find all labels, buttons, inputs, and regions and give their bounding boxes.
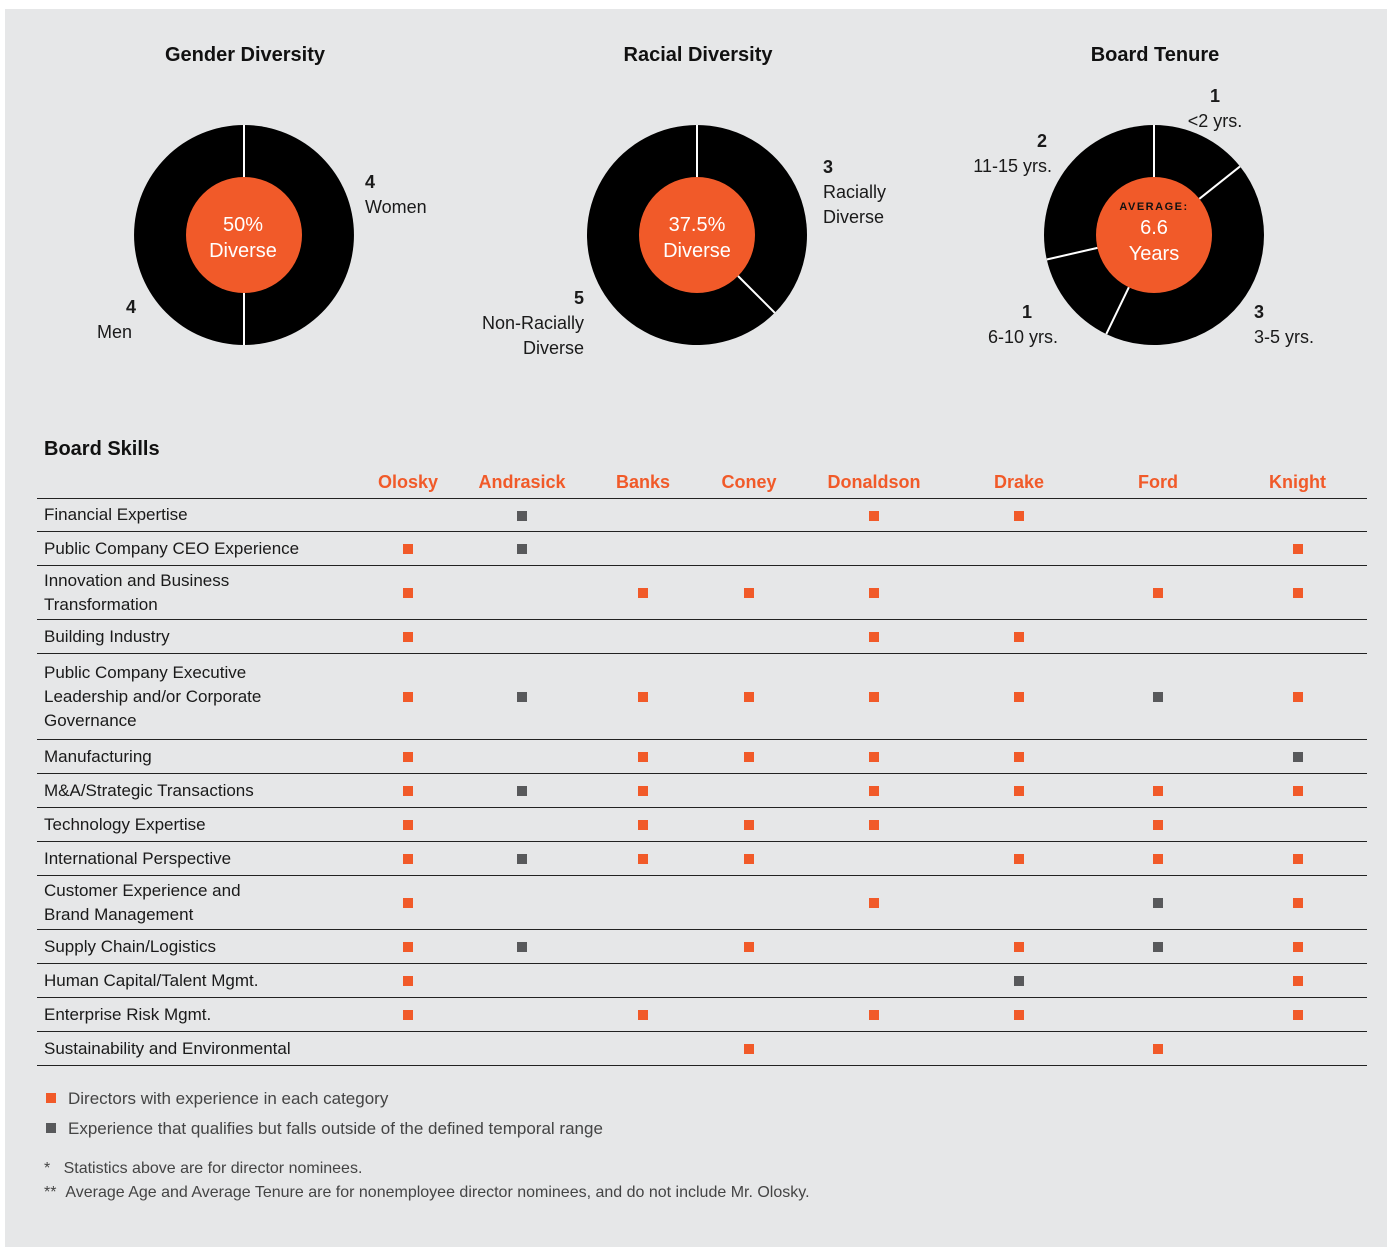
skill-label: Sustainability and Environmental [44,1038,291,1058]
skill-cell-coney [700,876,798,930]
gray-square-icon [1153,692,1163,702]
board-skills-table [37,466,1367,1066]
skill-cell-ford [1088,566,1228,620]
skill-name [37,740,358,774]
skill-cell-andrasick [458,998,586,1032]
gray-square-icon [1153,898,1163,908]
column-header-drake: Drake [993,471,1045,492]
skill-cell-banks [586,654,700,740]
men-count: 4 [126,297,137,317]
skill-row [37,930,1367,964]
orange-square-icon [869,511,879,521]
skill-cell-olosky [358,998,458,1032]
women-count: 4 [365,172,376,192]
skill-cell-donaldson [798,964,950,998]
board-skills-title: Board Skills [44,438,160,460]
gray-square-icon [517,692,527,702]
tenure-11-15-count: 2 [1036,131,1047,151]
column-header-knight: Knight [1269,471,1326,492]
skill-cell-knight [1228,532,1367,566]
skill-row [37,566,1367,620]
footnote-1-mark: * [44,1160,51,1177]
orange-square-icon [403,692,413,702]
orange-square-icon [1293,898,1303,908]
skill-name [37,1032,358,1066]
skill-cell-drake [950,930,1088,964]
footnote-2-mark: ** [44,1184,57,1201]
skill-cell-banks [586,876,700,930]
skill-cell-banks [586,532,700,566]
orange-square-icon [1014,511,1024,521]
skill-cell-andrasick [458,808,586,842]
skill-cell-drake [950,654,1088,740]
tenure-6-10-count: 1 [1021,302,1032,322]
orange-square-icon [1153,1044,1163,1054]
racial-diversity-title: Racial Diversity [623,44,773,66]
skill-name [37,808,358,842]
skill-cell-banks [586,566,700,620]
skill-cell-olosky [358,654,458,740]
skill-label: Supply Chain/Logistics [44,936,216,956]
skill-cell-ford [1088,876,1228,930]
skill-cell-banks [586,964,700,998]
column-header-coney: Coney [721,471,777,492]
tenure-average-unit: Years [1128,243,1180,265]
tenure-3-5-count: 3 [1254,302,1265,322]
column-header-andrasick: Andrasick [478,471,566,492]
skill-cell-drake [950,499,1088,532]
orange-square-icon [403,786,413,796]
skill-cell-drake [950,842,1088,876]
orange-square-icon [869,588,879,598]
skill-name [37,654,358,740]
skill-cell-knight [1228,1032,1367,1066]
skill-cell-coney [700,532,798,566]
skill-cell-drake [950,532,1088,566]
column-header-ford: Ford [1138,471,1178,492]
skill-row [37,774,1367,808]
column-header-banks: Banks [615,471,671,492]
racially-diverse-count: 3 [823,157,834,177]
orange-square-icon [1293,1010,1303,1020]
tenure-center-label [1094,199,1214,267]
footnote-1 [44,1160,362,1178]
skills-header-blank [37,466,358,499]
orange-square-icon [1293,786,1303,796]
skill-cell-knight [1228,998,1367,1032]
skill-cell-banks [586,930,700,964]
orange-square-icon [744,588,754,598]
footnote-2 [44,1184,810,1202]
skill-cell-drake [950,998,1088,1032]
legend-gray-text: Experience that qualifies but falls outside of the defined temporal range [68,1119,603,1138]
orange-square-icon [869,898,879,908]
skill-cell-coney [700,1032,798,1066]
skill-cell-coney [700,964,798,998]
skill-cell-donaldson [798,1032,950,1066]
orange-square-icon [638,588,648,598]
footnote-2-text: Average Age and Average Tenure are for nonemployee director nominees, and do not include Mr. Olosky. [65,1184,810,1201]
orange-square-icon [403,898,413,908]
skill-row [37,532,1367,566]
skill-row [37,808,1367,842]
orange-square-icon [744,692,754,702]
orange-square-icon [869,786,879,796]
orange-square-icon [1153,588,1163,598]
women-label [365,170,427,220]
skill-cell-andrasick [458,1032,586,1066]
skill-cell-ford [1088,654,1228,740]
skill-name [37,532,358,566]
orange-square-icon [744,820,754,830]
skill-cell-olosky [358,499,458,532]
skill-cell-ford [1088,740,1228,774]
skill-cell-coney [700,566,798,620]
orange-square-icon [638,1010,648,1020]
skill-cell-olosky [358,620,458,654]
skill-cell-ford [1088,964,1228,998]
orange-square-icon [744,854,754,864]
orange-square-icon [46,1093,56,1103]
orange-square-icon [1153,786,1163,796]
skill-label: Building Industry [44,626,170,646]
orange-square-icon [1014,786,1024,796]
skill-name [37,842,358,876]
orange-square-icon [1014,752,1024,762]
skill-cell-olosky [358,842,458,876]
skill-cell-coney [700,654,798,740]
orange-square-icon [403,942,413,952]
skill-cell-olosky [358,566,458,620]
skill-cell-donaldson [798,876,950,930]
non-racially-diverse-text: Non-Racially Diverse [481,313,584,358]
skill-cell-banks [586,620,700,654]
orange-square-icon [1293,942,1303,952]
skill-cell-knight [1228,842,1367,876]
gender-diversity-title: Gender Diversity [164,44,326,66]
skill-cell-ford [1088,774,1228,808]
skill-cell-knight [1228,740,1367,774]
skill-cell-knight [1228,620,1367,654]
orange-square-icon [403,752,413,762]
skill-cell-olosky [358,532,458,566]
skill-cell-donaldson [798,566,950,620]
skill-cell-coney [700,808,798,842]
skill-cell-coney [700,499,798,532]
skill-cell-drake [950,566,1088,620]
non-racially-diverse-count: 5 [573,288,584,308]
skill-cell-ford [1088,620,1228,654]
tenure-lt2-label [1160,84,1270,134]
skill-name [37,930,358,964]
skills-header-row [37,466,1367,499]
column-header-olosky: Olosky [377,471,439,492]
skill-cell-andrasick [458,620,586,654]
skill-row [37,876,1367,930]
skill-cell-donaldson [798,808,950,842]
skill-cell-donaldson [798,532,950,566]
skill-name [37,566,358,620]
skill-cell-ford [1088,998,1228,1032]
skill-cell-banks [586,808,700,842]
orange-square-icon [638,692,648,702]
skill-cell-coney [700,930,798,964]
skill-row [37,1032,1367,1066]
orange-square-icon [403,854,413,864]
orange-square-icon [1014,942,1024,952]
skill-cell-donaldson [798,740,950,774]
skill-cell-banks [586,499,700,532]
orange-square-icon [1293,854,1303,864]
skill-cell-olosky [358,876,458,930]
column-header-donaldson: Donaldson [827,471,921,492]
footnote-1-text: Statistics above are for director nominees. [63,1160,363,1177]
skill-cell-drake [950,964,1088,998]
orange-square-icon [1293,588,1303,598]
gray-square-icon [517,544,527,554]
skill-cell-andrasick [458,654,586,740]
skill-cell-knight [1228,499,1367,532]
skill-cell-coney [700,842,798,876]
skill-name [37,774,358,808]
orange-square-icon [1014,692,1024,702]
skill-row [37,842,1367,876]
tenure-11-15-label [950,129,1052,179]
men-text: Men [97,322,133,342]
skill-cell-ford [1088,930,1228,964]
skill-cell-banks [586,998,700,1032]
skill-label: Financial Expertise [44,505,188,524]
orange-square-icon [403,820,413,830]
skill-cell-drake [950,808,1088,842]
orange-square-icon [1014,854,1024,864]
tenure-6-10-label [966,300,1058,350]
skill-row [37,998,1367,1032]
orange-square-icon [403,544,413,554]
tenure-6-10-text: 6-10 yrs. [987,327,1058,347]
racially-diverse-text: Racially Diverse [823,182,887,227]
skill-cell-ford [1088,532,1228,566]
skill-cell-banks [586,1032,700,1066]
skill-cell-donaldson [798,842,950,876]
skill-cell-knight [1228,566,1367,620]
skill-cell-andrasick [458,964,586,998]
skill-cell-andrasick [458,566,586,620]
orange-square-icon [403,588,413,598]
men-label [97,295,136,345]
skill-cell-drake [950,774,1088,808]
skill-name [37,998,358,1032]
skill-cell-andrasick [458,930,586,964]
board-tenure-title: Board Tenure [1090,44,1220,66]
skill-name [37,876,358,930]
skill-cell-ford [1088,499,1228,532]
skill-cell-knight [1228,774,1367,808]
tenure-lt2-text: <2 yrs. [1187,111,1243,131]
orange-square-icon [744,942,754,952]
skill-cell-donaldson [798,774,950,808]
orange-square-icon [869,820,879,830]
skill-label: Innovation and Business Transformation [44,570,230,614]
skill-label: Public Company Executive Leadership and/or Corporate Governance [44,662,262,730]
skill-cell-olosky [358,740,458,774]
skill-cell-ford [1088,808,1228,842]
skill-cell-olosky [358,930,458,964]
orange-square-icon [638,820,648,830]
skill-cell-andrasick [458,774,586,808]
skills-body [37,499,1367,1066]
legend-orange-text: Directors with experience in each category [68,1089,389,1108]
gender-center-label [183,212,303,264]
skill-cell-andrasick [458,499,586,532]
orange-square-icon [869,692,879,702]
skill-cell-olosky [358,808,458,842]
orange-square-icon [403,1010,413,1020]
skill-cell-donaldson [798,499,950,532]
orange-square-icon [1153,820,1163,830]
skill-cell-andrasick [458,740,586,774]
orange-square-icon [1293,692,1303,702]
tenure-lt2-count: 1 [1209,86,1220,106]
gray-square-icon [1293,752,1303,762]
skill-cell-knight [1228,930,1367,964]
skill-cell-ford [1088,1032,1228,1066]
skill-cell-knight [1228,876,1367,930]
skill-label: Customer Experience and Brand Management [44,880,241,924]
skill-cell-olosky [358,964,458,998]
gray-square-icon [517,511,527,521]
skill-label: International Perspective [44,848,232,868]
skill-cell-andrasick [458,842,586,876]
orange-square-icon [744,1044,754,1054]
skill-name [37,499,358,532]
orange-square-icon [869,632,879,642]
skill-row [37,740,1367,774]
skill-name [37,964,358,998]
skill-cell-coney [700,998,798,1032]
skill-cell-andrasick [458,532,586,566]
skill-label: Public Company CEO Experience [44,538,300,558]
gray-square-icon [46,1123,56,1133]
legend-gray [46,1119,603,1139]
skill-label: Technology Expertise [44,814,206,834]
racial-center-percent: 37.5% [668,214,726,236]
skill-cell-donaldson [798,620,950,654]
orange-square-icon [1014,632,1024,642]
gray-square-icon [1014,976,1024,986]
orange-square-icon [1293,976,1303,986]
gender-center-word: Diverse [209,240,277,262]
skill-row [37,964,1367,998]
skill-cell-donaldson [798,654,950,740]
gray-square-icon [1153,942,1163,952]
orange-square-icon [638,786,648,796]
orange-square-icon [869,1010,879,1020]
skill-cell-andrasick [458,876,586,930]
skill-cell-ford [1088,842,1228,876]
orange-square-icon [869,752,879,762]
orange-square-icon [1153,854,1163,864]
orange-square-icon [638,854,648,864]
tenure-3-5-label [1254,300,1314,350]
skill-name [37,620,358,654]
racial-center-word: Diverse [663,240,731,262]
skill-cell-olosky [358,774,458,808]
skill-cell-drake [950,1032,1088,1066]
orange-square-icon [403,976,413,986]
gray-square-icon [517,942,527,952]
skill-cell-drake [950,740,1088,774]
skill-cell-olosky [358,1032,458,1066]
orange-square-icon [403,632,413,642]
racial-center-label [637,212,757,264]
skill-label: Manufacturing [44,746,152,766]
skill-cell-coney [700,740,798,774]
skill-cell-knight [1228,654,1367,740]
tenure-average-value: 6.6 [1140,217,1168,239]
skill-cell-donaldson [798,930,950,964]
skill-cell-banks [586,774,700,808]
skill-label: Human Capital/Talent Mgmt. [44,970,259,990]
tenure-average-caption: AVERAGE: [1119,201,1189,213]
skill-label: M&A/Strategic Transactions [44,780,254,800]
skill-cell-coney [700,620,798,654]
skill-cell-donaldson [798,998,950,1032]
skill-cell-banks [586,740,700,774]
orange-square-icon [1014,1010,1024,1020]
gender-center-percent: 50% [222,214,264,236]
skill-cell-knight [1228,964,1367,998]
racially-diverse-label [823,155,933,230]
gray-square-icon [517,786,527,796]
skill-row [37,654,1367,740]
skill-cell-drake [950,876,1088,930]
legend-orange [46,1089,388,1109]
skill-row [37,499,1367,532]
tenure-11-15-text: 11-15 yrs. [973,156,1052,176]
non-racially-diverse-label [444,286,584,361]
skill-cell-banks [586,842,700,876]
orange-square-icon [638,752,648,762]
orange-square-icon [1293,544,1303,554]
skill-row [37,620,1367,654]
tenure-3-5-text: 3-5 yrs. [1254,327,1315,347]
orange-square-icon [744,752,754,762]
skill-cell-knight [1228,808,1367,842]
skill-cell-drake [950,620,1088,654]
skill-label: Enterprise Risk Mgmt. [44,1004,212,1024]
skill-cell-coney [700,774,798,808]
gray-square-icon [517,854,527,864]
women-text: Women [365,197,427,217]
